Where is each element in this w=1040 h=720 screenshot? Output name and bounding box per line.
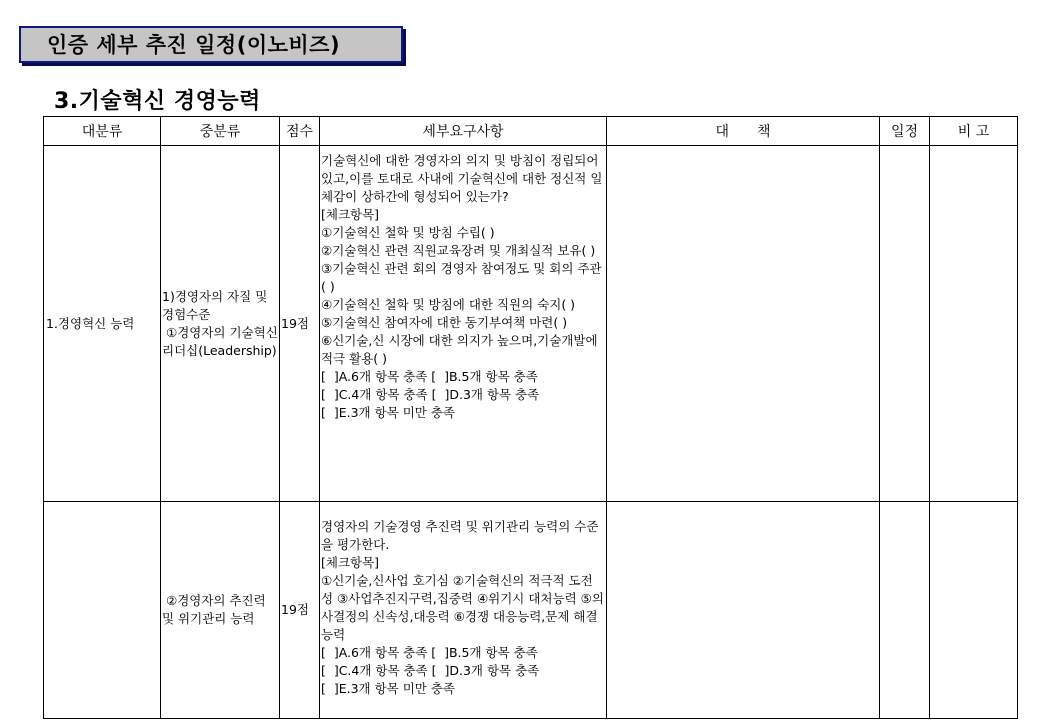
requirement-line: [ ]A.6개 항목 충족 [ ]B.5개 항목 충족 (321, 369, 538, 384)
table-row (44, 502, 1018, 719)
requirements-cell (320, 146, 607, 502)
requirement-line: [ ]C.4개 항목 충족 [ ]D.3개 항목 충족 (321, 387, 540, 402)
requirement-line: [ ]E.3개 항목 미만 충족 (321, 405, 455, 420)
measures-cell (607, 146, 880, 502)
requirement-line: ⑤기술혁신 참여자에 대한 동기부여책 마련( ) (321, 315, 568, 330)
requirement-line: ③기술혁신 관련 회의 경영자 참여정도 및 회의 주관( ) (321, 261, 602, 294)
mid-category-cell: 1)경영자의 자질 및 경험수준 ①경영자의 기술혁신 리더십(Leadership) (161, 146, 280, 502)
remarks-cell (930, 146, 1018, 502)
header-schedule: 일정 (880, 117, 930, 146)
document-title-box (19, 26, 403, 63)
requirement-line: [ ]E.3개 항목 미만 충족 (321, 681, 455, 696)
header-measures: 대 책 (607, 117, 880, 146)
requirement-line: ④기술혁신 철학 및 방침에 대한 직원의 숙지( ) (321, 297, 576, 312)
requirement-line: ⑥신기술,신 시장에 대한 의지가 높으며,기술개발에 적극 활용( ) (321, 333, 602, 366)
header-score: 점수 (280, 117, 320, 146)
schedule-cell (880, 502, 930, 719)
requirement-line: ②기술혁신 관련 직원교육장려 및 개최실적 보유( ) (321, 243, 596, 258)
table-header-row (44, 117, 1018, 146)
schedule-cell (880, 146, 930, 502)
header-remarks: 비 고 (930, 117, 1018, 146)
requirement-line: ①기술혁신 철학 및 방침 수립( ) (321, 225, 495, 240)
major-category-cell: 1.경영혁신 능력 (44, 146, 161, 502)
header-mid-category: 중분류 (161, 117, 280, 146)
header-major-category: 대분류 (44, 117, 161, 146)
mid-category-cell: ②경영자의 추진력 및 위기관리 능력 (161, 502, 280, 719)
requirement-line: [ ]C.4개 항목 충족 [ ]D.3개 항목 충족 (321, 663, 540, 678)
requirement-line: [ ]A.6개 항목 충족 [ ]B.5개 항목 충족 (321, 645, 538, 660)
requirement-line: [체크항목] (321, 207, 380, 222)
requirement-line: [체크항목] (321, 555, 380, 570)
requirement-line: 경영자의 기술경영 추진력 및 위기관리 능력의 수준을 평가한다. (321, 519, 599, 552)
remarks-cell (930, 502, 1018, 719)
measures-cell (607, 502, 880, 719)
table-row (44, 146, 1018, 502)
header-requirements: 세부요구사항 (320, 117, 607, 146)
requirements-cell (320, 502, 607, 719)
requirement-line: 기술혁신에 대한 경영자의 의지 및 방침이 정립되어 있고,이를 토대로 사내에 기술혁신에 대한 정신적 일체감이 상하간에 형성되어 있는가? (321, 153, 603, 204)
section-title: 3.기술혁신 경영능력 (54, 89, 261, 114)
requirement-line: ①신기술,신사업 호기심 ②기술혁신의 적극적 도전성 ③사업추진지구력,집중력 ④위기시 대처능력 ⑤의사결정의 신속성,대응력 ⑥경쟁 대응능력,문제 해결능력 (321, 573, 604, 642)
score-cell: 19점 (280, 502, 320, 719)
major-category-cell (44, 502, 161, 719)
score-cell: 19점 (280, 146, 320, 502)
document-title: 인증 세부 추진 일정(이노비즈) (47, 33, 341, 57)
requirements-table (43, 116, 1018, 719)
